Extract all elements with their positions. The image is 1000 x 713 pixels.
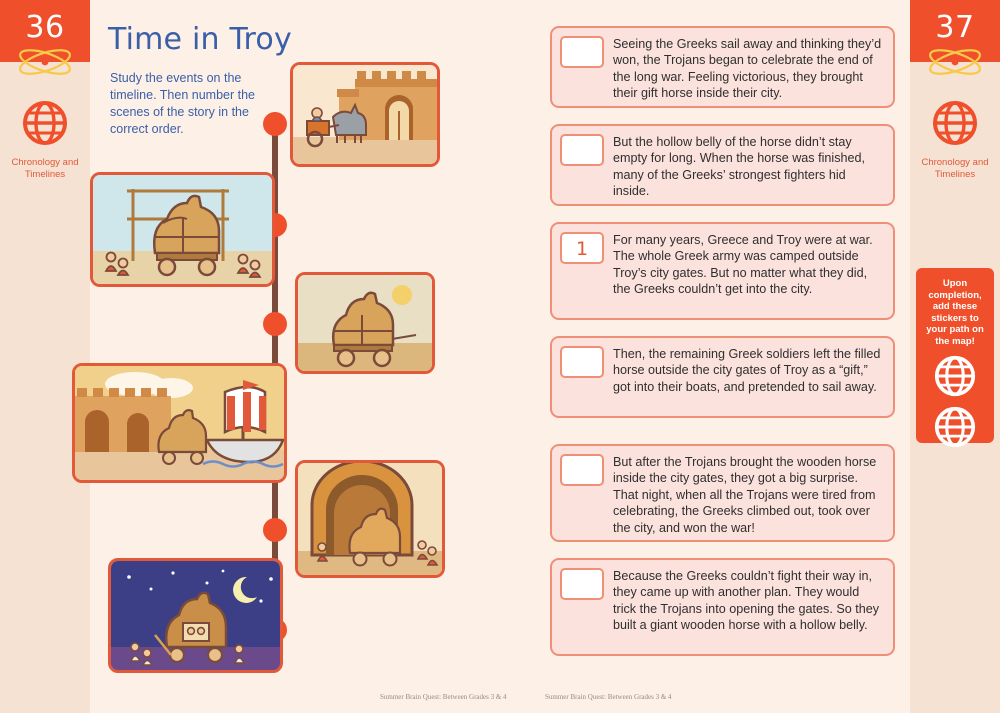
globe-icon xyxy=(22,100,68,151)
page-title: Time in Troy xyxy=(108,22,292,57)
timeline-dot xyxy=(263,312,287,336)
statement-item[interactable] xyxy=(550,222,895,320)
statement-item[interactable] xyxy=(550,26,895,108)
order-number-input[interactable] xyxy=(560,454,604,486)
globe-icon xyxy=(916,406,994,453)
statement-text: But the hollow belly of the horse didn’t stay empty for long. When the horse was finished, many of the Greeks’ strongest fighters hid inside. xyxy=(613,135,866,199)
scene-night-attack-from-horse[interactable] xyxy=(108,558,283,673)
statements-column xyxy=(545,0,910,713)
right-rail-label: Chronology and Timelines xyxy=(921,157,989,180)
statement-text: Then, the remaining Greek soldiers left the filled horse outside the city gates of Troy as a “gift,” got into their boats, and pretended to sail away. xyxy=(613,347,881,394)
page-content xyxy=(90,0,910,713)
order-number-input[interactable] xyxy=(560,346,604,378)
timeline-column xyxy=(90,0,545,713)
scene-building-the-wooden-horse[interactable] xyxy=(90,172,275,287)
sticker-globes xyxy=(916,355,994,453)
statement-item[interactable] xyxy=(550,444,895,542)
footer-right: Summer Brain Quest: Between Grades 3 & 4 xyxy=(545,693,672,701)
timeline-dot xyxy=(263,112,287,136)
page-number-right: 37 xyxy=(935,10,975,45)
sticker-note xyxy=(916,268,994,443)
page-number-left: 36 xyxy=(25,10,65,45)
scene-chariot-at-city-gate[interactable] xyxy=(290,62,440,167)
statement-item[interactable] xyxy=(550,124,895,206)
order-number-input[interactable] xyxy=(560,36,604,68)
scene-greek-ship-sailing-away[interactable] xyxy=(72,363,287,483)
left-rail-topic xyxy=(0,100,90,181)
instructions-text: Study the events on the timeline. Then number the scenes of the story in the correct order. xyxy=(110,71,255,136)
scene-horse-on-wheels-in-desert[interactable] xyxy=(295,272,435,374)
atom-icon xyxy=(910,48,1000,82)
statement-text: But after the Trojans brought the wooden horse inside the city gates, they got a big surprise. That night, when all the Trojans were tired from celebrating, the Greeks climbed out, took over the city, and won the war! xyxy=(613,455,877,535)
footer-left: Summer Brain Quest: Between Grades 3 & 4 xyxy=(380,693,507,701)
statement-text: Seeing the Greeks sail away and thinking they’d won, the Trojans began to celebrate the end of the long war. Feeling victorious, they brought their gift horse inside their city. xyxy=(613,37,882,101)
right-rail-topic xyxy=(910,100,1000,181)
statement-text: For many years, Greece and Troy were at war. The whole Greek army was camped outside Troy’s city gates. But no matter what they did, the Greeks couldn’t get into the city. xyxy=(613,233,873,297)
sticker-note-text: Upon completion, add these stickers to your path on the map! xyxy=(926,278,984,347)
scene-horse-pulled-through-gate[interactable] xyxy=(295,460,445,578)
statement-item[interactable] xyxy=(550,336,895,418)
atom-icon xyxy=(0,48,90,82)
order-number-input[interactable]: 1 xyxy=(560,232,604,264)
left-rail-label: Chronology and Timelines xyxy=(11,157,79,180)
order-number-input[interactable] xyxy=(560,568,604,600)
order-number-input[interactable] xyxy=(560,134,604,166)
statement-item[interactable] xyxy=(550,558,895,656)
statement-text: Because the Greeks couldn’t fight their way in, they came up with another plan. They would trick the Trojans into opening the gates. So they built a giant wooden horse with a hollow belly. xyxy=(613,569,880,633)
timeline-dot xyxy=(263,518,287,542)
globe-icon xyxy=(916,355,994,402)
globe-icon xyxy=(932,100,978,151)
